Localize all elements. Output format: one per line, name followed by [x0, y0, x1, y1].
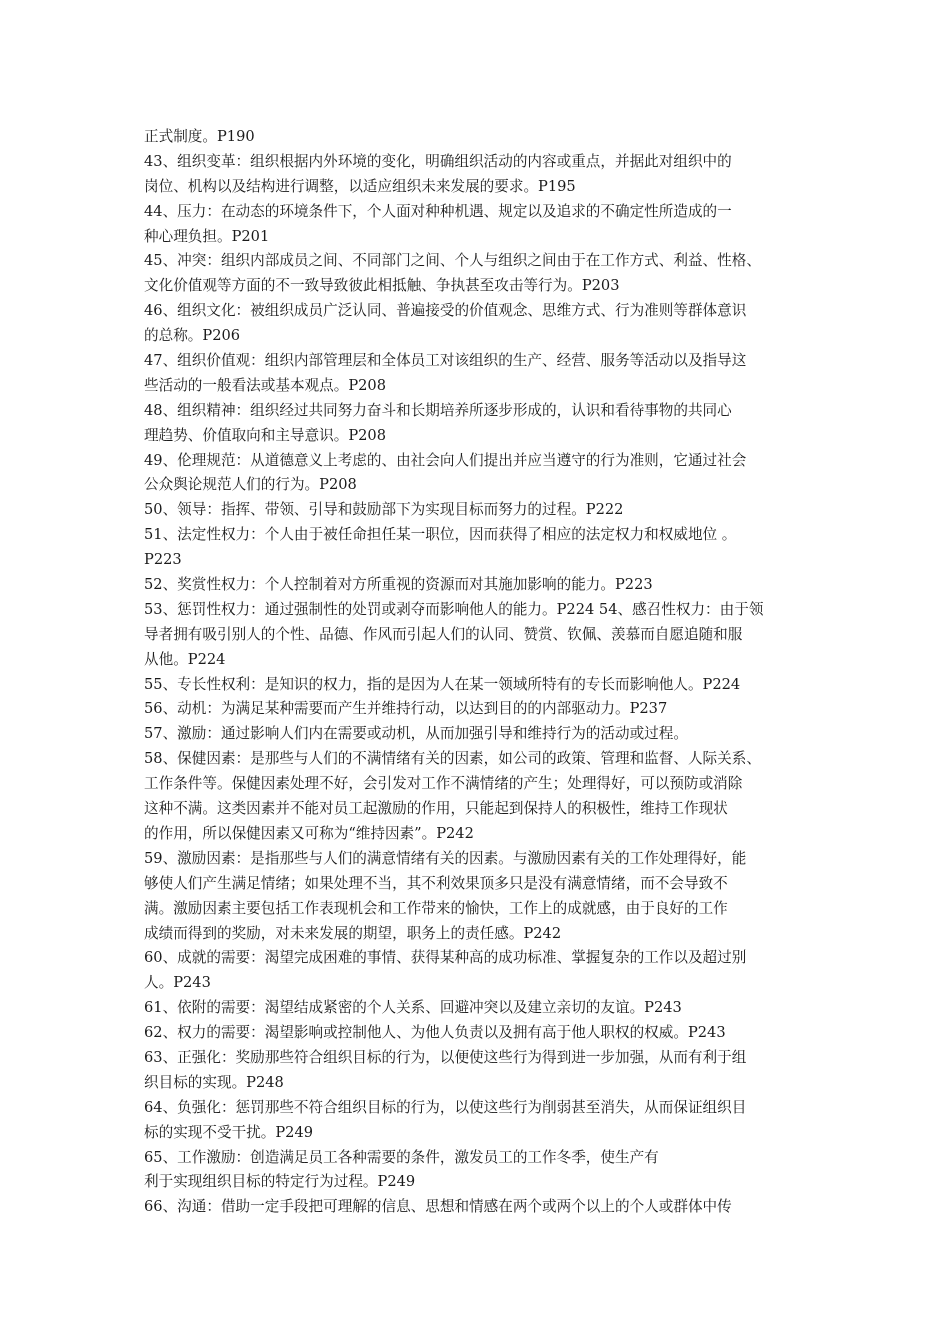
text-line: 从他。P224 — [144, 650, 226, 668]
text-line: P223 — [144, 551, 182, 569]
text-line: 55、专长性权利：是知识的权力，指的是因为人在某一领域所特有的专长而影响他人。P224 — [144, 675, 741, 693]
text-line: 50、领导：指挥、带领、引导和鼓励部下为实现目标而努力的过程。P222 — [144, 501, 624, 519]
text-line: 利于实现组织目标的特定行为过程。P249 — [144, 1173, 416, 1191]
text-line: 48、组织精神：组织经过共同努力奋斗和长期培养所逐步形成的，认识和看待事物的共同心 — [144, 401, 732, 419]
text-body — [144, 125, 820, 1220]
text-line: 62、权力的需要：渴望影响或控制他人、为他人负责以及拥有高于他人职权的权威。P243 — [144, 1024, 726, 1042]
text-line: 66、沟通：借助一定手段把可理解的信息、思想和情感在两个或两个以上的个人或群体中传 — [144, 1198, 732, 1216]
text-line: 人。P243 — [144, 974, 211, 992]
text-line: 58、保健因素：是那些与人们的不满情绪有关的因素，如公司的政策、管理和监督、人际关系、 — [144, 750, 761, 768]
text-line: 56、动机：为满足某种需要而产生并维持行动，以达到目的的内部驱动力。P237 — [144, 700, 668, 718]
text-line: 51、法定性权力：个人由于被任命担任某一职位，因而获得了相应的法定权力和权威地位 。 — [144, 526, 737, 544]
text-line: 46、组织文化：被组织成员广泛认同、普遍接受的价值观念、思维方式、行为准则等群体意识 — [144, 302, 747, 320]
text-line: 47、组织价值观：组织内部管理层和全体员工对该组织的生产、经营、服务等活动以及指导这 — [144, 352, 747, 370]
text-line: 够使人们产生满足情绪；如果处理不当，其不利效果顶多只是没有满意情绪，而不会导致不 — [144, 874, 728, 892]
text-line: 64、负强化：惩罚那些不符合组织目标的行为，以使这些行为削弱甚至消失，从而保证组织目 — [144, 1098, 747, 1116]
text-line: 的作用，所以保健因素又可称为“维持因素”。P242 — [144, 824, 474, 842]
text-line: 63、正强化：奖励那些符合组织目标的行为，以便使这些行为得到进一步加强，从而有利于组 — [144, 1048, 747, 1066]
text-line: 织目标的实现。P248 — [144, 1073, 284, 1091]
text-line: 45、冲突：组织内部成员之间、不同部门之间、个人与组织之间由于在工作方式、利益、性格、 — [144, 252, 761, 270]
text-line: 满。激励因素主要包括工作表现机会和工作带来的愉快，工作上的成就感，由于良好的工作 — [144, 899, 728, 917]
text-line: 些活动的一般看法或基本观点。P208 — [144, 376, 386, 394]
text-line: 60、成就的需要：渴望完成困难的事情、获得某种高的成功标准、掌握复杂的工作以及超过别 — [144, 949, 747, 967]
text-line: 43、组织变革：组织根据内外环境的变化，明确组织活动的内容或重点，并据此对组织中的 — [144, 152, 732, 170]
text-line: 65、工作激励：创造满足员工各种需要的条件，激发员工的工作冬季，使生产有 — [144, 1148, 659, 1166]
text-line: 的总称。P206 — [144, 327, 241, 345]
text-line: 标的实现不受干扰。P249 — [144, 1123, 314, 1141]
text-line: 61、依附的需要：渴望结成紧密的个人关系、回避冲突以及建立亲切的友谊。P243 — [144, 999, 682, 1017]
text-line: 理趋势、价值取向和主导意识。P208 — [144, 426, 386, 444]
text-line: 57、激励：通过影响人们内在需要或动机，从而加强引导和维持行为的活动或过程。 — [144, 725, 688, 743]
text-line: 导者拥有吸引别人的个性、品德、作风而引起人们的认同、赞赏、钦佩、羡慕而自愿追随和服 — [144, 625, 743, 643]
text-line: 49、伦理规范：从道德意义上考虑的、由社会向人们提出并应当遵守的行为准则，它通过社会 — [144, 451, 747, 469]
text-line: 岗位、机构以及结构进行调整，以适应组织未来发展的要求。P195 — [144, 177, 576, 195]
text-line: 59、激励因素：是指那些与人们的满意情绪有关的因素。与激励因素有关的工作处理得好，能 — [144, 849, 747, 867]
text-line: 正式制度。P190 — [144, 128, 255, 145]
text-line: 44、压力：在动态的环境条件下，个人面对种种机遇、规定以及追求的不确定性所造成的一 — [144, 202, 732, 220]
text-line: 53、惩罚性权力：通过强制性的处罚或剥夺而影响他人的能力。P224 54、感召性权力：由于领 — [144, 600, 764, 618]
text-line: 52、奖赏性权力：个人控制着对方所重视的资源而对其施加影响的能力。P223 — [144, 576, 653, 594]
text-line: 文化价值观等方面的不一致导致彼此相抵触、争执甚至攻击等行为。P203 — [144, 277, 620, 295]
text-line: 种心理负担。P201 — [144, 227, 270, 245]
text-line: 这种不满。这类因素并不能对员工起激励的作用，只能起到保持人的积极性，维持工作现状 — [144, 800, 728, 818]
text-line: 公众舆论规范人们的行为。P208 — [144, 476, 357, 494]
text-line: 工作条件等。保健因素处理不好，会引发对工作不满情绪的产生；处理得好，可以预防或消除 — [144, 775, 743, 793]
text-line: 成绩而得到的奖励，对未来发展的期望，职务上的责任感。P242 — [144, 924, 562, 942]
